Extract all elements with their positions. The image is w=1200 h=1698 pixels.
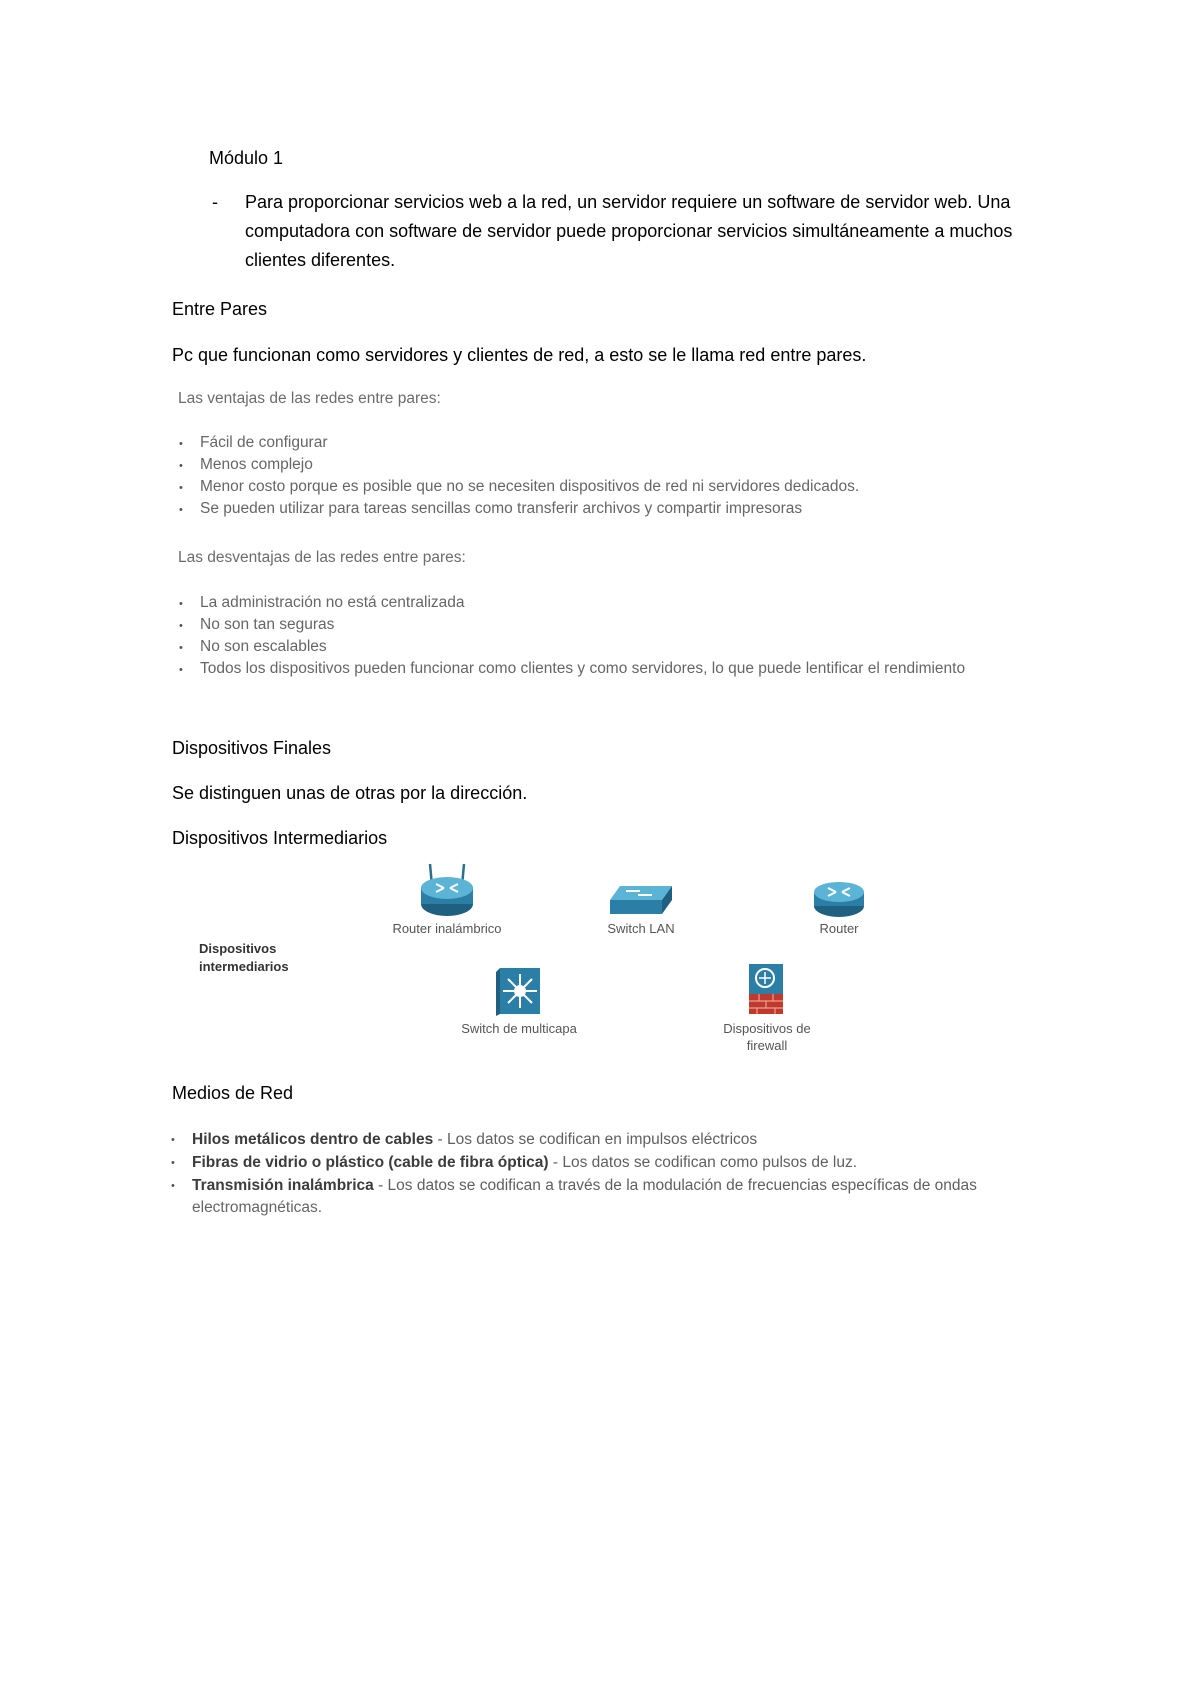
section-entre-pares: Entre Pares	[172, 299, 268, 319]
lan-switch-icon	[608, 884, 674, 916]
multilayer-switch-label: Switch de multicapa	[461, 1021, 577, 1036]
medio-bold: Hilos metálicos dentro de cables	[192, 1131, 434, 1148]
list-item	[167, 1151, 977, 1174]
medios-list	[167, 1128, 977, 1197]
medio-text: - Los datos se codifican como pulsos de luz.	[548, 1154, 858, 1171]
list-item: • Menos complejo	[175, 454, 859, 476]
list-item: • Fácil de configurar	[175, 432, 859, 454]
firewall-label	[687, 1020, 847, 1054]
list-item: • La administración no está centralizada	[175, 592, 965, 614]
wireless-router-icon	[416, 862, 478, 918]
section-dispositivos-finales: Dispositivos Finales	[172, 738, 332, 758]
lan-switch-label: Switch LAN	[607, 921, 675, 936]
desventajas-heading: Las desventajas de las redes entre pares:	[178, 549, 466, 566]
medio-bold: Transmisión inalámbrica	[192, 1177, 374, 1194]
list-item: • Se pueden utilizar para tareas sencillas como transferir archivos y compartir impresoras	[175, 498, 859, 520]
firewall-label-line1: Dispositivos de	[723, 1021, 811, 1036]
intro-dash: -	[212, 192, 218, 212]
firewall-icon	[745, 962, 785, 1016]
list-item: • No son tan seguras	[175, 614, 965, 636]
intro-paragraph: Para proporcionar servicios web a la red, un servidor requiere un software de servidor web. Una computadora con software de servidor puede proporcionar servicios simultáneamente a muchos clientes diferentes.	[245, 192, 1013, 270]
router-icon	[812, 880, 866, 918]
section-dispositivos-intermediarios: Dispositivos Intermediarios	[172, 828, 388, 848]
entre-pares-text: Pc que funcionan como servidores y clientes de red, a esto se le llama red entre pares.	[172, 345, 867, 365]
list-item	[167, 1174, 977, 1197]
medio-text: - Los datos se codifican en impulsos eléctricos	[433, 1131, 758, 1148]
figure-title	[199, 940, 289, 976]
desventajas-list	[175, 592, 965, 680]
multilayer-switch-icon	[494, 966, 544, 1018]
firewall-label-line2: firewall	[746, 1038, 788, 1053]
router-label: Router	[819, 921, 859, 936]
medio-text: - Los datos se codifican a través de la modulación de frecuencias específicas de ondas	[373, 1177, 977, 1194]
medios-continuation: electromagnéticas.	[192, 1199, 323, 1216]
list-item: • No son escalables	[175, 636, 965, 658]
figure-title-line1: Dispositivos	[199, 941, 277, 956]
ventajas-heading: Las ventajas de las redes entre pares:	[178, 390, 441, 407]
wireless-router-label: Router inalámbrico	[392, 921, 502, 936]
ventajas-list	[175, 432, 859, 520]
list-item: • Menor costo porque es posible que no se necesiten dispositivos de red ni servidores dedicados.	[175, 476, 859, 498]
dispositivos-finales-text: Se distinguen unas de otras por la dirección.	[172, 783, 528, 803]
medio-bold: Fibras de vidrio o plástico (cable de fibra óptica)	[192, 1154, 549, 1171]
module-title: Módulo 1	[209, 148, 284, 168]
list-item: • Todos los dispositivos pueden funcionar como clientes y como servidores, lo que puede lentificar el rendimiento	[175, 658, 965, 680]
section-medios-de-red: Medios de Red	[172, 1083, 294, 1103]
figure-title-line2: intermediarios	[199, 959, 289, 974]
list-item	[167, 1128, 977, 1151]
